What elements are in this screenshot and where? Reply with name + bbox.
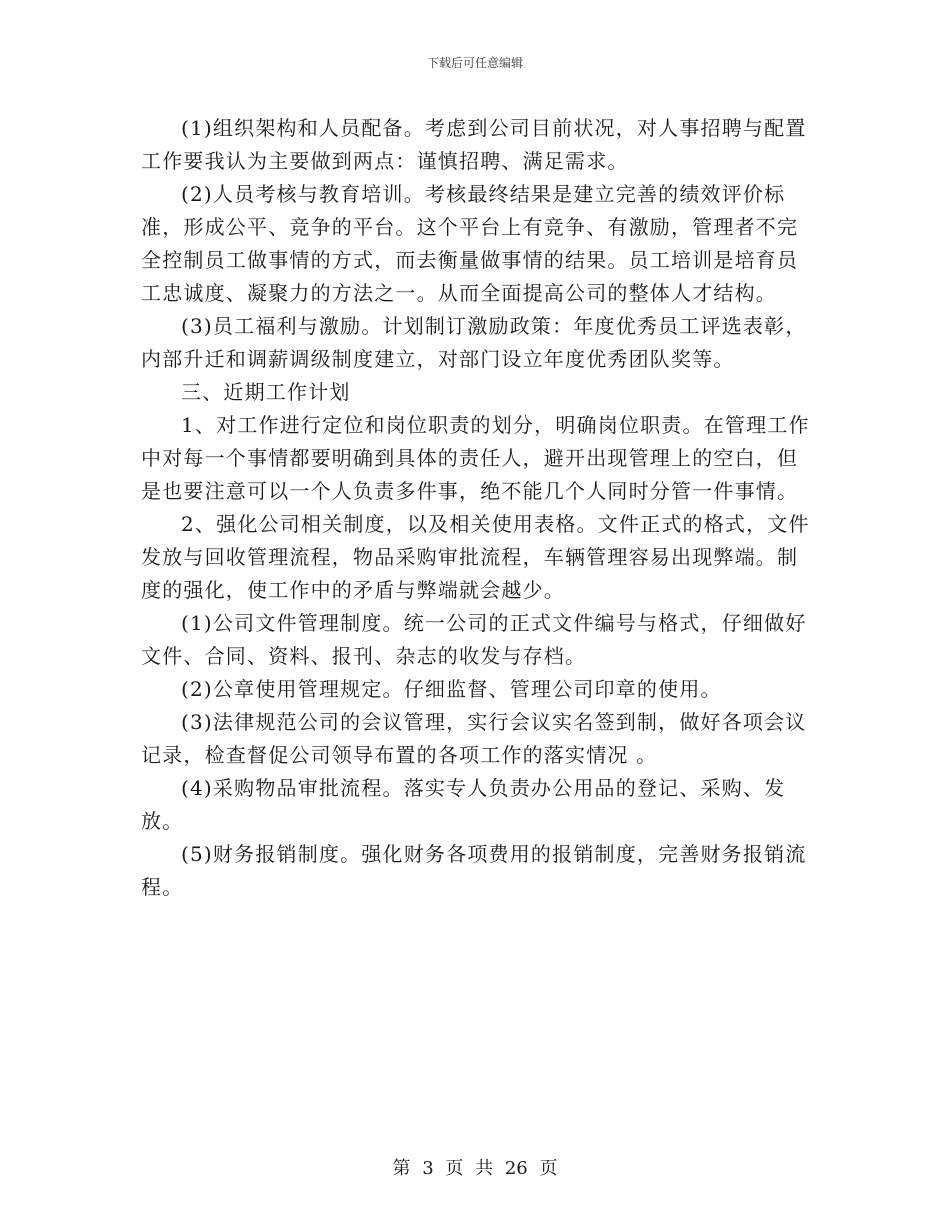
page-header: 下载后可任意编辑: [426, 56, 523, 70]
paragraph-meeting-management: (3)法律规范公司的会议管理，实行会议实名签到制，做好各项会议记录，检查督促公司领导布置的各项工作的落实情况 。: [141, 710, 807, 767]
paragraph-finance-reimbursement: (5)财务报销制度。强化财务各项费用的报销制度，完善财务报销流程。: [141, 842, 807, 899]
paragraph-strengthen-rules: 2、强化公司相关制度，以及相关使用表格。文件正式的格式，文件发放与回收管理流程，物品采购审批流程，车辆管理容易出现弊端。制度的强化，使工作中的矛盾与弊端就会越少。: [141, 512, 810, 602]
paragraph-assessment-training: (2)人员考核与教育培训。考核最终结果是建立完善的绩效评价标准，形成公平、竞争的平台。这个平台上有竞争、有激励，管理者不完全控制员工做事情的方式，而去衡量做事情的结果。员工培训是培育员工忠诚度、凝聚力的方法之一。从而全面提高公司的整体人才结构。: [141, 182, 799, 305]
paragraph-seal-usage: (2)公章使用管理规定。仔细监督、管理公司印章的使用。: [181, 677, 722, 701]
paragraph-org-structure: (1)组织架构和人员配备。考虑到公司目前状况，对人事招聘与配置工作要我认为主要做到两点：谨慎招聘、满足需求。: [141, 116, 807, 173]
paragraph-welfare-incentive: (3)员工福利与激励。计划制订激励政策：年度优秀员工评选表彰，内部升迁和调薪调级制度建立，对部门设立年度优秀团队奖等。: [141, 314, 807, 371]
paragraph-job-positioning: 1、对工作进行定位和岗位职责的划分，明确岗位职责。在管理工作中对每一个事情都要明确到具体的责任人，避开出现管理上的空白，但是也要注意可以一个人负责多件事，绝不能几个人同时分管一件事情。: [141, 413, 810, 503]
section-heading-near-term-plan: 三、近期工作计划: [181, 380, 351, 404]
page-number-footer: 第 3 页 共 26 页: [392, 1158, 558, 1179]
document-body: [141, 112, 817, 904]
paragraph-document-management: (1)公司文件管理制度。统一公司的正式文件编号与格式，仔细做好文件、合同、资料、报刊、杂志的收发与存档。: [141, 611, 807, 668]
paragraph-procurement-approval: (4)采购物品审批流程。落实专人负责办公用品的登记、采购、发放。: [141, 776, 786, 833]
